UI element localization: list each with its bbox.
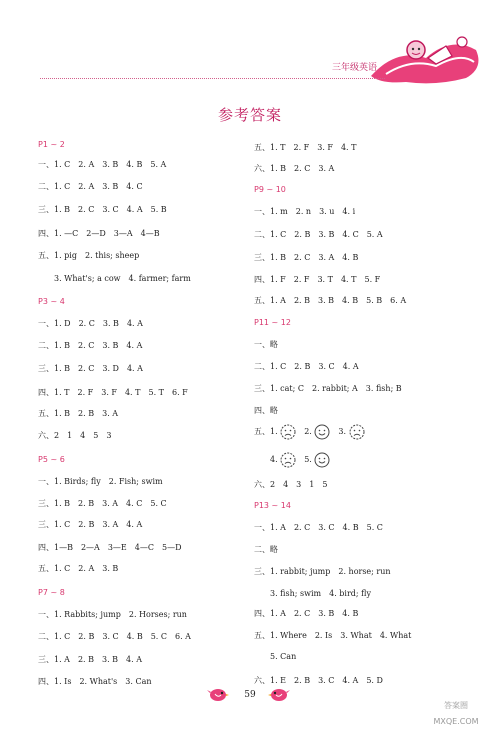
answer-line: 二、1. C 2. A 3. B 4. C xyxy=(38,182,143,191)
item-number: 2. xyxy=(304,427,312,436)
section-heading: P9 ~ 10 xyxy=(254,185,286,194)
answer-line: 六、2 4 3 1 5 xyxy=(254,480,328,489)
answer-line: 五、1. Where 2. Is 3. What 4. What xyxy=(254,631,412,640)
answer-line: 三、1. B 2. C 3. A 4. B xyxy=(254,253,359,262)
section-heading: P11 ~ 12 xyxy=(254,318,291,327)
watermark-line1: 答案圈 xyxy=(444,701,468,710)
happy-face-icon xyxy=(314,424,330,440)
answer-line: 5. Can xyxy=(254,652,297,661)
row-prefix: 五、1. xyxy=(254,427,278,436)
answer-line: 一、1. D 2. C 3. B 4. A xyxy=(38,319,143,328)
section-heading: P3 ~ 4 xyxy=(38,297,65,306)
header-subject: 三年级英语 xyxy=(332,63,378,73)
section-heading: P5 ~ 6 xyxy=(38,455,65,464)
answer-line: 三、1. C 2. B 3. A 4. A xyxy=(38,520,143,529)
answer-line: 一、1. Rabbits; jump 2. Horses; run xyxy=(38,610,187,619)
item-number: 4. xyxy=(270,455,278,464)
answer-line: 一、1. m 2. n 3. u 4. i xyxy=(254,207,356,216)
bird-icon xyxy=(207,686,229,702)
answer-line: 四、略 xyxy=(254,406,278,415)
cartoon-logo-icon xyxy=(366,28,486,88)
answer-line: 三、1. cat; C 2. rabbit; A 3. fish; B xyxy=(254,384,402,393)
answer-line: 四、1. Is 2. What's 3. Can xyxy=(38,677,152,686)
item-number: 5. xyxy=(304,455,312,464)
answer-line: 三、1. B 2. B 3. A 4. C 5. C xyxy=(38,499,167,508)
page-title: 参考答案 xyxy=(217,106,282,124)
face-answer-row xyxy=(254,424,365,440)
section-heading: P1 ~ 2 xyxy=(38,140,65,149)
answer-line: 六、2 1 4 5 3 xyxy=(38,431,112,440)
face-answer-row xyxy=(254,452,330,468)
answer-line: 五、1. A 2. B 3. B 4. B 5. B 6. A xyxy=(254,296,407,305)
answer-line: 四、1. F 2. F 3. T 4. T 5. F xyxy=(254,275,381,284)
section-heading: P13 ~ 14 xyxy=(254,501,291,510)
answer-line: 六、1. E 2. B 3. C 4. A 5. D xyxy=(254,676,383,685)
answer-line: 三、1. B 2. C 3. C 4. A 5. B xyxy=(38,205,167,214)
happy-face-icon xyxy=(314,452,330,468)
answer-line: 3. fish; swim 4. bird; fly xyxy=(254,589,371,598)
watermark-logo xyxy=(416,690,496,730)
answer-line: 五、1. C 2. A 3. B xyxy=(38,564,119,573)
answer-line: 三、1. rabbit; jump 2. horse; run xyxy=(254,567,391,576)
page-number: 59 xyxy=(244,690,256,700)
sad-face-icon xyxy=(349,424,365,440)
bird-icon xyxy=(268,686,290,702)
answer-line: 一、略 xyxy=(254,340,278,349)
answer-line: 四、1. T 2. F 3. F 4. T 5. T 6. F xyxy=(38,388,188,397)
sad-face-icon xyxy=(280,452,296,468)
answer-line: 二、1. C 2. B 3. C 4. A xyxy=(254,362,359,371)
answer-line: 六、1. B 2. C 3. A xyxy=(254,164,335,173)
sad-face-icon xyxy=(280,424,296,440)
answer-line: 二、1. C 2. B 3. B 4. C 5. A xyxy=(254,230,383,239)
answer-line: 一、1. C 2. A 3. B 4. B 5. A xyxy=(38,160,167,169)
answer-line: 一、1. Birds; fly 2. Fish; swim xyxy=(38,477,163,486)
answer-line: 3. What's; a cow 4. farmer; farm xyxy=(38,274,191,283)
answer-line: 二、1. B 2. C 3. B 4. A xyxy=(38,341,143,350)
answer-line: 四、1. —C 2—D 3—A 4—B xyxy=(38,229,160,238)
answer-line: 五、1. T 2. F 3. F 4. T xyxy=(254,143,357,152)
answer-line: 三、1. A 2. B 3. B 4. A xyxy=(38,655,143,664)
section-heading: P7 ~ 8 xyxy=(38,588,65,597)
answer-line: 四、1. A 2. C 3. B 4. B xyxy=(254,609,359,618)
answer-line: 五、1. B 2. B 3. A xyxy=(38,409,119,418)
answer-line: 二、1. C 2. B 3. C 4. B 5. C 6. A xyxy=(38,632,191,641)
header-divider xyxy=(40,78,385,79)
answer-line: 四、1—B 2—A 3—E 4—C 5—D xyxy=(38,543,182,552)
answer-line: 五、1. pig 2. this; sheep xyxy=(38,251,140,260)
answer-line: 三、1. B 2. C 3. D 4. A xyxy=(38,364,143,373)
item-number: 3. xyxy=(338,427,347,436)
answer-line: 一、1. A 2. C 3. C 4. B 5. C xyxy=(254,523,383,532)
answer-line: 二、略 xyxy=(254,545,278,554)
watermark-line2: MXQE.COM xyxy=(433,717,479,726)
